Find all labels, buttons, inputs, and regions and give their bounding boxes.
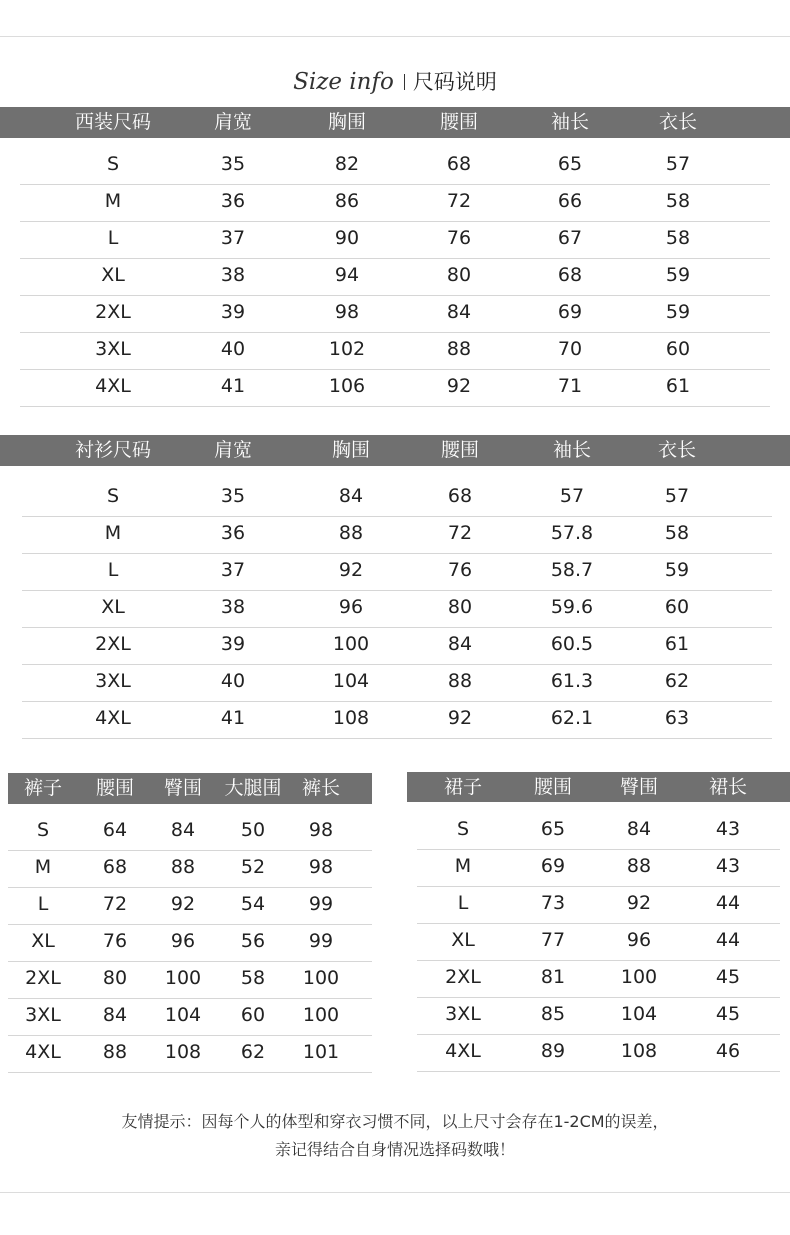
size-label: M (454, 855, 472, 877)
measurement-cell: 62 (240, 1041, 266, 1063)
measurement-cell: 68 (447, 485, 473, 507)
suit-header-cell: 胸围 (327, 111, 367, 133)
measurement-cell: 52 (240, 856, 266, 878)
measurement-cell: 59 (664, 559, 690, 581)
size-label: M (104, 190, 122, 212)
measurement-cell: 69 (540, 855, 566, 877)
measurement-cell: 100 (302, 967, 340, 989)
measurement-cell: 104 (164, 1004, 202, 1026)
table-row (407, 998, 790, 1035)
measurement-cell: 36 (220, 522, 246, 544)
measurement-cell: 58 (665, 190, 691, 212)
measurement-cell: 37 (220, 559, 246, 581)
size-label: 3XL (445, 1003, 481, 1025)
measurement-cell: 88 (102, 1041, 128, 1063)
measurement-cell: 38 (220, 264, 246, 286)
measurement-cell: 108 (164, 1041, 202, 1063)
measurement-cell: 61.3 (550, 670, 594, 692)
measurement-cell: 98 (308, 856, 334, 878)
measurement-cell: 62.1 (550, 707, 594, 729)
size-label: M (104, 522, 122, 544)
note-line-1: 友情提示：因每个人的体型和穿衣习惯不同，以上尺寸会存在1-2CM的误差， (121, 1112, 669, 1131)
suit-header-cell: 袖长 (550, 111, 590, 133)
size-label: L (37, 893, 49, 915)
measurement-cell: 59.6 (550, 596, 594, 618)
measurement-cell: 41 (220, 707, 246, 729)
size-label: 2XL (95, 633, 131, 655)
measurement-cell: 59 (665, 301, 691, 323)
measurement-cell: 88 (446, 338, 472, 360)
measurement-cell: 44 (715, 892, 741, 914)
shirt-header-cell: 肩宽 (213, 439, 253, 461)
measurement-cell: 57 (665, 153, 691, 175)
measurement-cell: 65 (540, 818, 566, 840)
measurement-cell: 60.5 (550, 633, 594, 655)
table-row (8, 999, 372, 1036)
measurement-cell: 104 (620, 1003, 658, 1025)
table-row (8, 925, 372, 962)
measurement-cell: 39 (220, 633, 246, 655)
measurement-cell: 45 (715, 1003, 741, 1025)
measurement-cell: 106 (328, 375, 366, 397)
table-row (0, 333, 790, 370)
size-label: L (107, 227, 119, 249)
measurement-cell: 72 (446, 190, 472, 212)
measurement-cell: 108 (332, 707, 370, 729)
measurement-cell: 56 (240, 930, 266, 952)
bottom-divider (0, 1192, 790, 1193)
measurement-cell: 65 (557, 153, 583, 175)
title-separator (404, 74, 405, 90)
measurement-cell: 96 (338, 596, 364, 618)
measurement-cell: 46 (715, 1040, 741, 1062)
table-row (8, 888, 372, 925)
measurement-cell: 60 (664, 596, 690, 618)
table-row (0, 259, 790, 296)
table-row (0, 628, 790, 665)
table-row (8, 814, 372, 851)
measurement-cell: 76 (446, 227, 472, 249)
measurement-cell: 70 (557, 338, 583, 360)
measurement-cell: 88 (447, 670, 473, 692)
measurement-cell: 92 (446, 375, 472, 397)
measurement-cell: 58 (664, 522, 690, 544)
size-label: 4XL (95, 375, 131, 397)
size-label: 4XL (95, 707, 131, 729)
measurement-cell: 101 (302, 1041, 340, 1063)
table-row (407, 961, 790, 998)
measurement-cell: 88 (626, 855, 652, 877)
measurement-cell: 40 (220, 670, 246, 692)
measurement-cell: 57.8 (550, 522, 594, 544)
pants-header-cell: 大腿围 (224, 777, 282, 799)
pants-header-cell: 裤子 (23, 777, 63, 799)
measurement-cell: 54 (240, 893, 266, 915)
measurement-cell: 80 (447, 596, 473, 618)
table-row (0, 480, 790, 517)
table-row (0, 148, 790, 185)
table-row (0, 185, 790, 222)
table-row (8, 962, 372, 999)
row-divider (8, 1072, 372, 1073)
measurement-cell: 102 (328, 338, 366, 360)
measurement-cell: 71 (557, 375, 583, 397)
table-row (407, 813, 790, 850)
measurement-cell: 72 (447, 522, 473, 544)
size-label: 3XL (25, 1004, 61, 1026)
measurement-cell: 94 (334, 264, 360, 286)
measurement-cell: 80 (446, 264, 472, 286)
measurement-cell: 85 (540, 1003, 566, 1025)
size-label: S (106, 485, 120, 507)
measurement-cell: 43 (715, 855, 741, 877)
measurement-cell: 100 (302, 1004, 340, 1026)
pants-header-cell: 腰围 (95, 777, 135, 799)
measurement-cell: 67 (557, 227, 583, 249)
table-row (407, 924, 790, 961)
measurement-cell: 108 (620, 1040, 658, 1062)
measurement-cell: 38 (220, 596, 246, 618)
table-row (0, 665, 790, 702)
shirt-header-cell: 胸围 (331, 439, 371, 461)
measurement-cell: 60 (240, 1004, 266, 1026)
skirt-header-cell: 裙长 (708, 776, 748, 798)
skirt-table-header (407, 772, 790, 802)
size-label: 3XL (95, 670, 131, 692)
measurement-cell: 84 (102, 1004, 128, 1026)
measurement-cell: 92 (170, 893, 196, 915)
measurement-cell: 84 (626, 818, 652, 840)
measurement-cell: 41 (220, 375, 246, 397)
pants-table-header (8, 773, 372, 804)
measurement-cell: 90 (334, 227, 360, 249)
measurement-cell: 84 (446, 301, 472, 323)
pants-header-cell: 裤长 (301, 777, 341, 799)
measurement-cell: 96 (626, 929, 652, 951)
top-divider (0, 36, 790, 37)
measurement-cell: 100 (164, 967, 202, 989)
measurement-cell: 104 (332, 670, 370, 692)
measurement-cell: 68 (102, 856, 128, 878)
measurement-cell: 68 (557, 264, 583, 286)
table-row (0, 222, 790, 259)
shirt-header-cell: 袖长 (552, 439, 592, 461)
size-label: XL (31, 930, 55, 952)
skirt-header-cell: 腰围 (533, 776, 573, 798)
suit-header-cell: 腰围 (439, 111, 479, 133)
measurement-cell: 84 (447, 633, 473, 655)
table-row (0, 517, 790, 554)
measurement-cell: 84 (170, 819, 196, 841)
measurement-cell: 39 (220, 301, 246, 323)
suit-header-cell: 衣长 (658, 111, 698, 133)
shirt-table-header (0, 435, 790, 466)
measurement-cell: 44 (715, 929, 741, 951)
measurement-cell: 76 (102, 930, 128, 952)
measurement-cell: 100 (332, 633, 370, 655)
measurement-cell: 35 (220, 153, 246, 175)
size-label: XL (101, 596, 125, 618)
measurement-cell: 45 (715, 966, 741, 988)
suit-header-cell: 西装尺码 (74, 111, 152, 133)
table-row (0, 702, 790, 739)
measurement-cell: 77 (540, 929, 566, 951)
measurement-cell: 58 (665, 227, 691, 249)
measurement-cell: 61 (665, 375, 691, 397)
measurement-cell: 88 (170, 856, 196, 878)
measurement-cell: 62 (664, 670, 690, 692)
shirt-header-cell: 衣长 (657, 439, 697, 461)
skirt-header-cell: 裙子 (443, 776, 483, 798)
measurement-cell: 84 (338, 485, 364, 507)
measurement-cell: 58.7 (550, 559, 594, 581)
measurement-cell: 66 (557, 190, 583, 212)
measurement-cell: 92 (338, 559, 364, 581)
measurement-cell: 68 (446, 153, 472, 175)
row-divider (20, 406, 770, 407)
size-label: S (456, 818, 470, 840)
size-label: 2XL (25, 967, 61, 989)
title-english: Size info (293, 69, 394, 95)
measurement-cell: 99 (308, 893, 334, 915)
size-label: XL (451, 929, 475, 951)
measurement-cell: 57 (559, 485, 585, 507)
measurement-cell: 58 (240, 967, 266, 989)
measurement-cell: 64 (102, 819, 128, 841)
measurement-cell: 35 (220, 485, 246, 507)
size-label: S (106, 153, 120, 175)
note-line-2: 亲记得结合自身情况选择码数哦！ (274, 1140, 515, 1159)
measurement-cell: 73 (540, 892, 566, 914)
table-row (8, 1036, 372, 1073)
table-row (407, 850, 790, 887)
table-row (407, 887, 790, 924)
size-label: 3XL (95, 338, 131, 360)
measurement-cell: 37 (220, 227, 246, 249)
table-row (0, 370, 790, 407)
page-title (0, 64, 790, 101)
measurement-cell: 60 (665, 338, 691, 360)
row-divider (417, 1071, 780, 1072)
measurement-cell: 89 (540, 1040, 566, 1062)
size-label: 4XL (445, 1040, 481, 1062)
size-label: M (34, 856, 52, 878)
row-divider (22, 738, 772, 739)
size-label: 2XL (445, 966, 481, 988)
measurement-cell: 81 (540, 966, 566, 988)
measurement-cell: 92 (626, 892, 652, 914)
skirt-header-cell: 臀围 (619, 776, 659, 798)
size-label: XL (101, 264, 125, 286)
measurement-cell: 40 (220, 338, 246, 360)
table-row (8, 851, 372, 888)
measurement-cell: 80 (102, 967, 128, 989)
measurement-cell: 92 (447, 707, 473, 729)
table-row (0, 296, 790, 333)
table-row (0, 591, 790, 628)
measurement-cell: 72 (102, 893, 128, 915)
size-label: 4XL (25, 1041, 61, 1063)
measurement-cell: 63 (664, 707, 690, 729)
shirt-header-cell: 腰围 (440, 439, 480, 461)
measurement-cell: 100 (620, 966, 658, 988)
shirt-header-cell: 衬衫尺码 (74, 439, 152, 461)
measurement-cell: 96 (170, 930, 196, 952)
measurement-cell: 76 (447, 559, 473, 581)
measurement-cell: 86 (334, 190, 360, 212)
size-label: S (36, 819, 50, 841)
measurement-cell: 99 (308, 930, 334, 952)
suit-header-cell: 肩宽 (213, 111, 253, 133)
title-chinese: 尺码说明 (412, 70, 497, 94)
size-label: L (457, 892, 469, 914)
pants-header-cell: 臀围 (163, 777, 203, 799)
measurement-cell: 69 (557, 301, 583, 323)
measurement-cell: 50 (240, 819, 266, 841)
size-label: 2XL (95, 301, 131, 323)
table-row (407, 1035, 790, 1072)
measurement-cell: 98 (308, 819, 334, 841)
measurement-cell: 98 (334, 301, 360, 323)
table-row (0, 554, 790, 591)
measurement-cell: 88 (338, 522, 364, 544)
suit-table-header (0, 107, 790, 138)
measurement-cell: 43 (715, 818, 741, 840)
size-label: L (107, 559, 119, 581)
measurement-cell: 82 (334, 153, 360, 175)
measurement-cell: 57 (664, 485, 690, 507)
measurement-cell: 61 (664, 633, 690, 655)
measurement-cell: 59 (665, 264, 691, 286)
measurement-cell: 36 (220, 190, 246, 212)
